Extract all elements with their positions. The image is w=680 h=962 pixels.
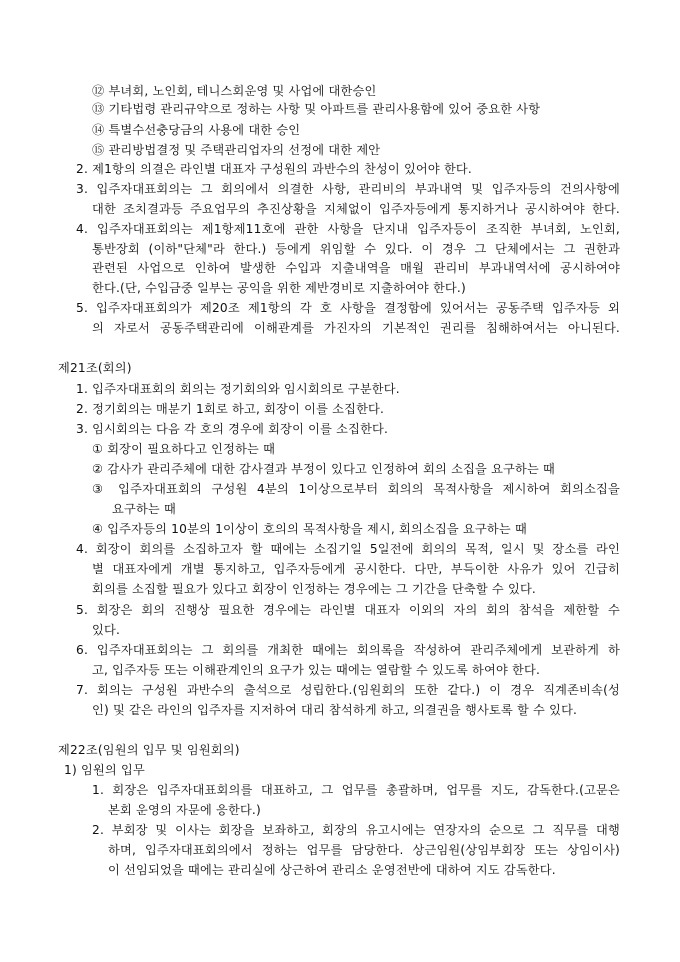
item-5-line-1: 5. 입주자대표회의가 제20조 제1항의 각 호 사항을 결정함에 있어서는 공동주택 입주자등 외 xyxy=(76,301,620,315)
article-21-item-4-line-2: 별 대표자에게 개별 통지하고, 입주자등에게 공시한다. 다만, 부득이한 사유가 있어 긴급히 xyxy=(92,562,620,576)
article-22-subsection-1: 1) 임원의 입무 xyxy=(64,763,145,777)
subitem-12: ⑫ 부녀회, 노인회, 테니스회운영 및 사업에 대한승인 xyxy=(92,84,377,98)
article-21-item-6-line-1: 6. 입주자대표회의는 그 회의를 개최한 때에는 회의록을 작성하여 관리주체에게 보관하게 하 xyxy=(76,643,620,657)
item-4-line-3: 관련된 사업으로 인하여 발생한 수입과 지출내역을 매월 관리비 부과내역서에 공시하여야 xyxy=(92,261,620,275)
article-21-item-7-line-1: 7. 회의는 구성원 과반수의 출석으로 성립한다.(임원회의 또한 같다.) 이 경우 직계존비속(성 xyxy=(76,683,620,697)
article-22-item-2-line-1: 2. 부회장 및 이사는 회장을 보좌하고, 회장의 유고시에는 연장자의 순으로 그 직무를 대행 xyxy=(92,823,620,837)
item-5-line-2: 의 자로서 공동주택관리에 이해관계를 가진자의 기본적인 권리를 침해하여서는 아니된다. xyxy=(92,321,620,335)
article-21-item-4-line-1: 4. 회장이 회의를 소집하고자 할 때에는 소집기일 5일전에 회의의 목적, 일시 및 장소를 라인 xyxy=(76,542,620,556)
article-21-heading: 제21조(회의) xyxy=(58,361,132,375)
subitem-13: ⑬ 기타법령 관리규약으로 정하는 사항 및 아파트를 관리사용함에 있어 중요한 사항 xyxy=(92,102,541,116)
article-22-item-1-line-1: 1. 회장은 입주자대표회의를 대표하고, 그 업무를 총괄하며, 업무를 지도, 감독한다.(고문은 xyxy=(92,783,620,797)
article-21-subitem-3-line-1: ③ 입주자대표회의 구성원 4분의 1이상으로부터 회의의 목적사항을 제시하여 회의소집을 xyxy=(92,482,620,496)
article-21-item-3: 3. 임시회의는 다음 각 호의 경우에 회장이 이를 소집한다. xyxy=(76,422,389,436)
item-3-line-2: 대한 조치결과등 주요업무의 추진상황을 지체없이 입주자등에게 통지하거나 공시하여야 한다. xyxy=(92,202,620,216)
article-21-item-7-line-2: 인) 및 같은 라인의 입주자를 지저하여 대리 참석하게 하고, 의결권을 행사토록 할 수 있다. xyxy=(92,703,578,717)
item-2: 2. 제1항의 의결은 라인별 대표자 구성원의 과반수의 찬성이 있어야 한다. xyxy=(76,162,472,176)
article-21-subitem-4: ④ 입주자등의 10분의 1이상이 호의의 목적사항을 제시, 회의소집을 요구하는 때 xyxy=(92,522,527,536)
article-21-item-2: 2. 정기회의는 매분기 1회로 하고, 회장이 이를 소집한다. xyxy=(76,402,385,416)
item-4-line-2: 통반장회 (이하"단체"라 한다.) 등에게 위임할 수 있다. 이 경우 그 단체에서는 그 권한과 xyxy=(92,242,620,256)
article-22-item-1-line-2: 본회 운영의 자문에 응한다.) xyxy=(108,803,261,817)
article-21-item-5-line-2: 있다. xyxy=(92,623,121,637)
subitem-15: ⑮ 관리방법결정 및 주택관리업자의 선정에 대한 제안 xyxy=(92,143,381,157)
article-22-heading: 제22조(임원의 입무 및 임원회의) xyxy=(58,743,240,757)
item-4-line-4: 한다.(단, 수입금중 일부는 공익을 위한 제반경비로 지출하여야 한다.) xyxy=(92,281,466,295)
article-22-item-2-line-3: 이 선임되었을 때에는 관리실에 상근하여 관리소 운영전반에 대하여 지도 감독한다. xyxy=(108,863,556,877)
article-21-subitem-3-line-2: 요구하는 때 xyxy=(112,502,176,516)
article-21-item-1: 1. 입주자대표회의 회의는 정기회의와 임시회의로 구분한다. xyxy=(76,382,400,396)
item-3-line-1: 3. 입주자대표회의는 그 회의에서 의결한 사항, 관리비의 부과내역 및 입주자등의 건의사항에 xyxy=(76,182,620,196)
article-21-item-6-line-2: 고, 입주자등 또는 이해관계인의 요구가 있는 때에는 열람할 수 있도록 하여야 한다. xyxy=(92,663,541,677)
item-4-line-1: 4. 입주자대표회의는 제1항제11호에 관한 사항을 단지내 입주자등이 조직한 부녀회, 노인회, xyxy=(76,222,620,236)
article-22-item-2-line-2: 하며, 입주자대표회의에서 정하는 업무를 담당한다. 상근임원(상임부회장 또는 상임이사) xyxy=(108,843,620,857)
subitem-14: ⑭ 특별수선충당금의 사용에 대한 승인 xyxy=(92,123,301,137)
article-21-subitem-2: ② 감사가 관리주체에 대한 감사결과 부정이 있다고 인정하여 회의 소집을 요구하는 때 xyxy=(92,462,556,476)
article-21-item-4-line-3: 회의를 소집할 필요가 있다고 회장이 인정하는 경우에는 그 기간을 단축할 수 있다. xyxy=(92,582,537,596)
article-21-subitem-1: ① 회장이 필요하다고 인정하는 때 xyxy=(92,442,276,456)
article-21-item-5-line-1: 5. 회장은 회의 진행상 필요한 경우에는 라인별 대표자 이외의 자의 회의 참석을 제한할 수 xyxy=(76,603,620,617)
